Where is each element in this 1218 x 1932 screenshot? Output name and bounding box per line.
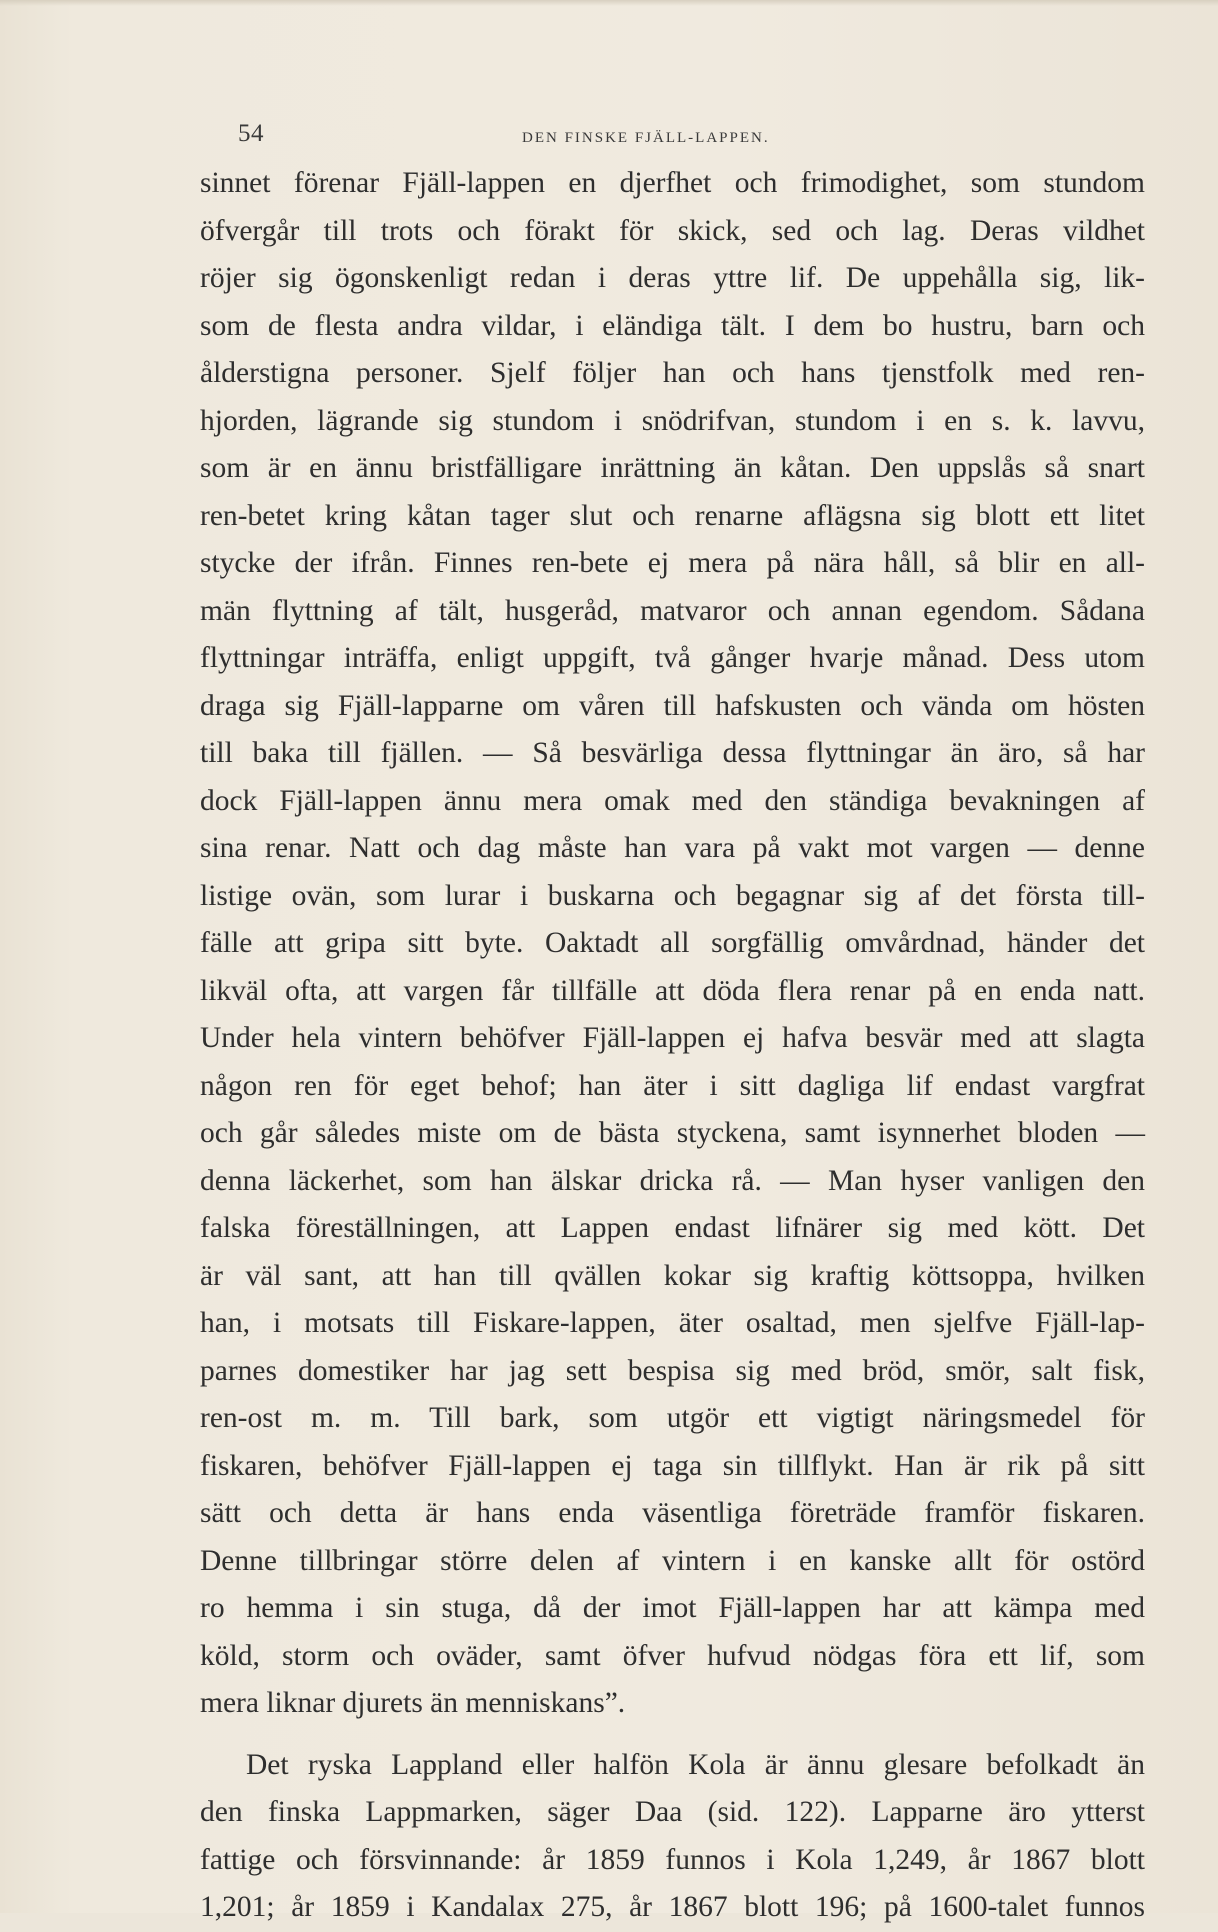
running-head: DEN FINSKE FJÄLL-LAPPEN. (522, 130, 770, 146)
text-line: öfvergår till trots och förakt för skick, sed och lag. Deras vildhet (200, 214, 1145, 247)
text-line: draga sig Fjäll-lapparne om våren till hafskusten och vända om hösten (200, 689, 1145, 722)
text-line: någon ren för eget behof; han äter i sitt dagliga lif endast vargfrat (200, 1069, 1145, 1102)
body-text (200, 160, 1145, 1932)
text-line-paragraph-end: mera liknar djurets än menniskans”. (200, 1687, 626, 1719)
text-line-paragraph-start: Det ryska Lappland eller halfön Kola är ännu glesare befolkadt än (246, 1748, 1145, 1781)
text-line: Under hela vintern behöfver Fjäll-lappen ej hafva besvär med att slagta (200, 1022, 1145, 1054)
text-line: listige ovän, som lurar i buskarna och begagnar sig af det första till- (200, 879, 1145, 912)
text-line: sina renar. Natt och dag måste han vara på vakt mot vargen — denne (200, 832, 1145, 864)
page-number: 54 (238, 120, 264, 147)
text-line: och går således miste om de bästa styckena, samt isynnerhet bloden — (200, 1117, 1145, 1149)
text-line: fattige och försvinnande: år 1859 funnos i Kola 1,249, år 1867 blott (200, 1843, 1145, 1876)
text-line: Denne tillbringar större delen af vintern i en kanske allt för ostörd (200, 1544, 1145, 1577)
text-line: parnes domestiker har jag sett bespisa sig med bröd, smör, salt fisk, (200, 1354, 1145, 1387)
text-line: ro hemma i sin stuga, då der imot Fjäll-lappen har att kämpa med (200, 1592, 1145, 1624)
text-line: 1,201; år 1859 i Kandalax 275, år 1867 blott 196; på 1600-talet funnos (200, 1891, 1145, 1923)
text-line: falska föreställningen, att Lappen endast lifnärer sig med kött. Det (200, 1212, 1145, 1244)
text-line: sätt och detta är hans enda väsentliga företräde framför fiskaren. (200, 1497, 1145, 1529)
text-line: dock Fjäll-lappen ännu mera omak med den ständiga bevakningen af (200, 784, 1145, 817)
text-line: sinnet förenar Fjäll-lappen en djerfhet och frimodighet, som stundom (200, 167, 1145, 199)
text-line: den finska Lappmarken, säger Daa (sid. 122). Lapparne äro ytterst (200, 1796, 1145, 1828)
text-line: denna läckerhet, som han älskar dricka rå. — Man hyser vanligen den (200, 1164, 1145, 1197)
text-line: röjer sig ögonskenligt redan i deras yttre lif. De uppehålla sig, lik- (200, 262, 1145, 294)
text-line: hjorden, lägrande sig stundom i snödrifvan, stundom i en s. k. lavvu, (200, 404, 1145, 437)
text-line: män flyttning af tält, husgeråd, matvaror och annan egendom. Sådana (200, 594, 1145, 627)
text-line: han, i motsats till Fiskare-lappen, äter osaltad, men sjelfve Fjäll-lap- (200, 1307, 1145, 1339)
text-line: ren-betet kring kåtan tager slut och renarne aflägsna sig blott ett litet (200, 499, 1145, 532)
text-line: flyttningar inträffa, enligt uppgift, två gånger hvarje månad. Dess utom (200, 642, 1145, 674)
text-line: likväl ofta, att vargen får tillfälle att döda flera renar på en enda natt. (200, 974, 1145, 1007)
page-top-edge (0, 0, 1218, 6)
text-line: är väl sant, att han till qvällen kokar sig kraftig köttsoppa, hvilken (200, 1259, 1145, 1292)
text-line: som är en ännu bristfälligare inrättning än kåtan. Den uppslås så snart (200, 452, 1145, 484)
text-line: köld, storm och oväder, samt öfver hufvud nödgas föra ett lif, som (200, 1639, 1145, 1672)
page-header (238, 120, 1138, 160)
text-line: stycke der ifrån. Finnes ren-bete ej mera på nära håll, så blir en all- (200, 547, 1145, 579)
text-line: ålderstigna personer. Sjelf följer han och hans tjenstfolk med ren- (200, 357, 1145, 389)
text-line: fälle att gripa sitt byte. Oaktadt all sorgfällig omvårdnad, händer det (200, 927, 1145, 959)
text-line: ren-ost m. m. Till bark, som utgör ett vigtigt näringsmedel för (200, 1402, 1145, 1434)
text-line: till baka till fjällen. — Så besvärliga dessa flyttningar än äro, så har (200, 737, 1145, 769)
text-line: fiskaren, behöfver Fjäll-lappen ej taga sin tillflykt. Han är rik på sitt (200, 1449, 1145, 1482)
text-line: som de flesta andra vildar, i eländiga tält. I dem bo hustru, barn och (200, 309, 1145, 342)
